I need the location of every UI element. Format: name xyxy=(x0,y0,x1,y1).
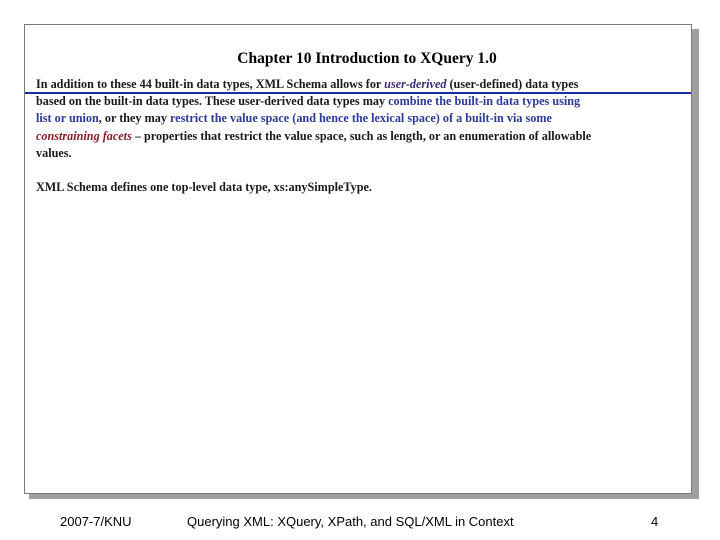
slide-title: Chapter 10 Introduction to XQuery 1.0 xyxy=(237,49,497,67)
p1-highlight-restrict: restrict the value space (and hence the lexical space) of a built-in via some xyxy=(169,111,552,126)
p1-line4-b: – properties that restrict the value space, such as length, or an enumeration of allowable xyxy=(131,128,592,143)
paragraph-1 xyxy=(36,76,676,162)
p1-line1-a: In addition to these 44 built-in data types, XML Schema allows for xyxy=(36,77,385,91)
p1-highlight-combine: combine the built-in data types using xyxy=(388,94,581,109)
slide-body xyxy=(36,76,676,196)
footer-page-number: 4 xyxy=(651,514,659,529)
p1-line3-b: , or they may xyxy=(98,111,170,126)
p1-highlight-list-union: list or union xyxy=(36,111,99,126)
footer-date: 2007-7/KNU xyxy=(60,514,132,529)
p1-term-constraining-facets: constraining facets xyxy=(36,128,132,143)
footer-title: Querying XML: XQuery, XPath, and SQL/XML in Context xyxy=(187,514,514,529)
p1-term-user-derived: user-derived xyxy=(384,77,447,91)
p1-line5: values. xyxy=(36,145,72,160)
p1-line2-a: based on the built-in data types. These user-derived data types may xyxy=(36,94,389,109)
paragraph-2: XML Schema defines one top-level data type, xs:anySimpleType. xyxy=(36,180,372,195)
p1-line1-c: (user-defined) data types xyxy=(446,77,579,91)
